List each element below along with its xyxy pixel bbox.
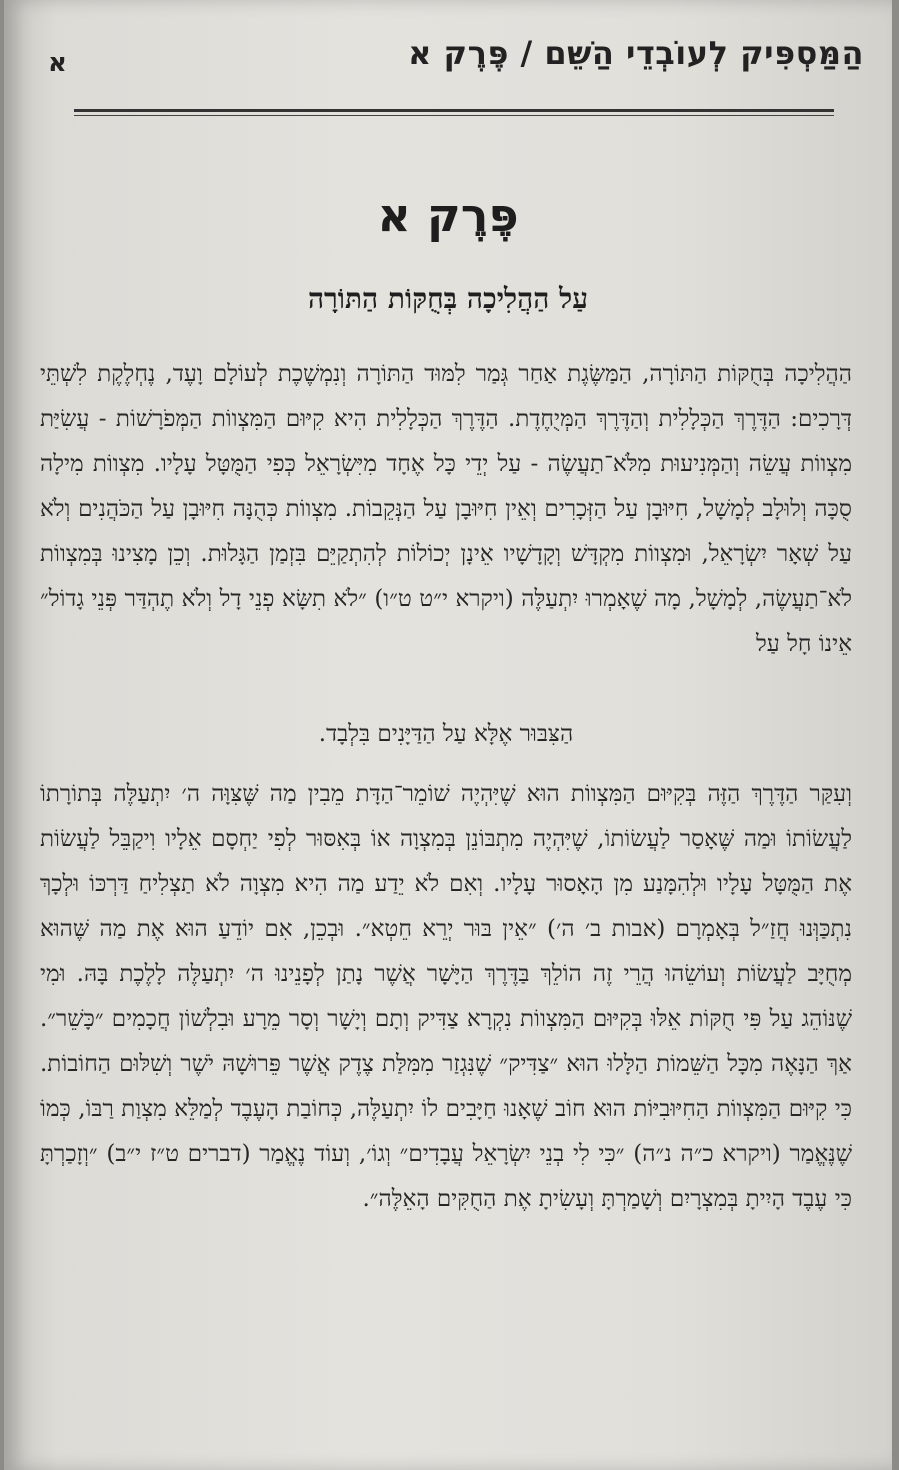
running-header [44, 20, 864, 100]
header-rule-thin [74, 115, 834, 116]
book-page [4, 0, 892, 1470]
header-rule [74, 109, 834, 112]
paragraph-1: הַהֲלִיכָה בְּחֻקּוֹת הַתּוֹרָה, הַמַּשֶּׂגֶת אַחַר גְּמַר לִמּוּד הַתּוֹרָה וְנִמְשֶׁכֶת לְעוֹלָם וָעֶד, נֶחְלֶקֶת לִשְׁתֵּי דְּרָכִים: הַדֶּרֶךְ הַכְּלָלִית וְהַדֶּרֶךְ הַמְּיֻחֶדֶת. הַדֶּרֶךְ הַכְּלָלִית הִיא קִיּוּם הַמִּצְווֹת הַמְּפֹרָשׁוֹת - עֲשִׂיַּת מִצְווֹת עֲשֵׂה וְהַמְּנִיעוּת מִלֹּא־תַעֲשֶׂה - עַל יְדֵי כָּל אֶחָד מִיִּשְׂרָאֵל כְּפִי הַמֻּטָּל עָלָיו. מִצְווֹת מִילָה סֻכָּה וְלוּלָב לְמָשָׁל, חִיּוּבָן עַל הַזְּכָרִים וְאֵין חִיּוּבָן עַל הַנְּקֵבוֹת. מִצְווֹת כְּהֻנָּה חִיּוּבָן עַל הַכֹּהֲנִים וְלֹא עַל שְׁאָר יִשְׂרָאֵל, וּמִצְווֹת מִקְדָּשׁ וְקָדָשָׁיו אֵינָן יְכוֹלוֹת לְהִתְקַיֵּם בִּזְמַן הַגָּלוּת. וְכֵן מָצִינוּ בְּמִצְווֹת לֹא־תַעֲשֶׂה, לְמָשָׁל, מָה שֶׁאָמְרוּ יִתְעַלֶּה (ויקרא י״ט ט״ו) ״לֹא תִשָּׂא פְנֵי דָל וְלֹא תֶהְדַּר פְּנֵי גָדוֹל״ אֵינוֹ חָל עַל [40, 361, 852, 657]
paragraph-1-last-line: הַצִּבּוּר אֶלָּא עַל הַדַּיָּנִים בִּלְבָד. [318, 721, 574, 747]
chapter-title: פֶּרֶק א [377, 188, 519, 242]
page-number: א [48, 48, 67, 78]
header-title: הַמַּסְפִּיק לְעוֹבְדֵי הַשֵּׁם / פֶּרֶק א [408, 34, 864, 72]
chapter-subtitle: עַל הַהֲלִיכָה בְּחֻקּוֹת הַתּוֹרָה [307, 282, 589, 315]
paragraph-2: וְעִקַּר הַדֶּרֶךְ הַזֶּה בְּקִיּוּם הַמִּצְווֹת הוּא שֶׁיִּהְיֶה שׁוֹמֵר־הַדָּת מֵבִין מַה שֶּׁצִּוָּה ה׳ יִתְעַלֶּה בְּתוֹרָתוֹ לַעֲשׂוֹתוֹ וּמַה שֶּׁאָסַר לַעֲשׂוֹתוֹ, שֶׁיִּהְיֶה מִתְבּוֹנֵן בְּמִצְוָה אוֹ בְּאִסּוּר לְפִי יַחְסָם אֵלָיו וִיקַבֵּל לַעֲשׂוֹת אֶת הַמֻּטָּל עָלָיו וּלְהִמָּנַע מִן הָאָסוּר עָלָיו. וְאִם לֹא יֵדַע מַה הִיא מִצְוָה לֹא תַצְלִיחַ דַּרְכּוֹ וּלְכָךְ נִתְכַּוְּנוּ חֲזַ״ל בְּאָמְרָם (אבות ב׳ ה׳) ״אֵין בּוּר יְרֵא חֵטְא״. וּבְכֵן, אִם יוֹדֵעַ הוּא אֶת מַה שֶּׁהוּא מְחֻיָּב לַעֲשׂוֹת וְעוֹשֵׂהוּ הֲרֵי זֶה הוֹלֵךְ בַּדֶּרֶךְ הַיָּשָׁר אֲשֶׁר נָתַן לְפָנֵינוּ ה׳ יִתְעַלֶּה לָלֶכֶת בָּהּ. וּמִי שֶׁנּוֹהֵג עַל פִּי חֻקּוֹת אֵלּוּ בְּקִיּוּם הַמִּצְווֹת נִקְרָא צַדִּיק וְתָם וְיָשָׁר וְסָר מֵרָע וּבִלְשׁוֹן חֲכָמִים ״כָּשֵׁר״. אַךְ הַנָּאֶה מִכָּל הַשֵּׁמוֹת הַלָּלוּ הוּא ״צַדִּיק״ שֶׁנִּגְזַר מִמִּלַּת צֶדֶק אֲשֶׁר פֵּרוּשָׁהּ יֹשֶׁר וְשִׁלּוּם הַחוֹבוֹת. כִּי קִיּוּם הַמִּצְווֹת הַחִיּוּבִיּוֹת הוּא חוֹב שֶׁאָנוּ חַיָּבִים לוֹ יִתְעַלֶּה, כְּחוֹבַת הָעֶבֶד לְמַלֵּא מִצְוַת רַבּוֹ, כְּמוֹ שֶׁנֶּאֱמַר (ויקרא כ״ה נ״ה) ״כִּי לִי בְנֵי יִשְׂרָאֵל עֲבָדִים״ וְגוֹ׳, וְעוֹד נֶאֱמַר (דברים ט״ז י״ב) ״וְזָכַרְתָּ כִּי עֶבֶד הָיִיתָ בְּמִצְרָיִם וְשָׁמַרְתָּ וְעָשִׂיתָ אֶת הַחֻקִּים הָאֵלֶּה״. [40, 781, 852, 1212]
